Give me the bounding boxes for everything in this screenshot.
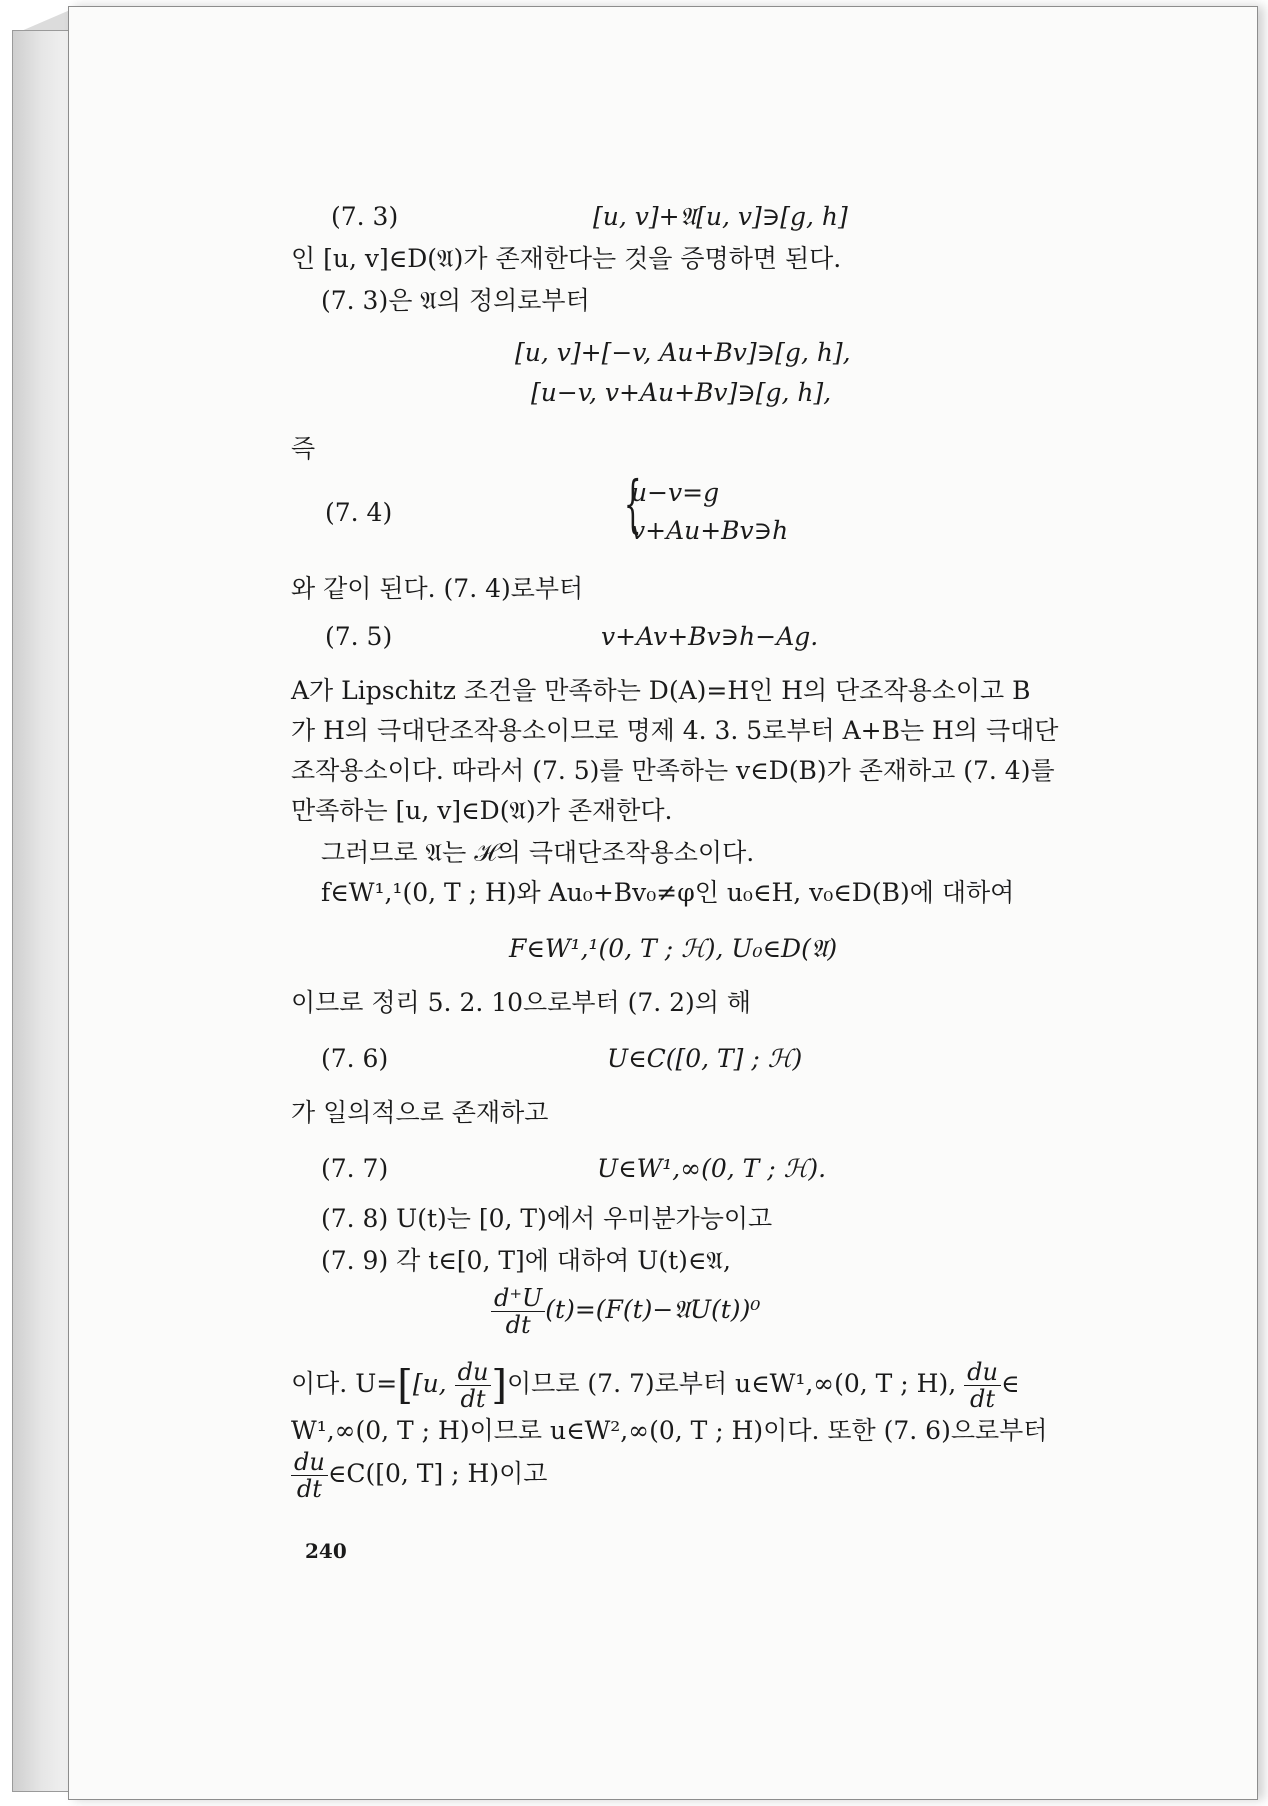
equation-number-7-3: (7. 3) <box>331 202 399 231</box>
display-equation: F∈W¹,¹(0, T ; ℋ), U₀∈D(𝔄) <box>509 934 838 963</box>
left-brace: { <box>623 467 642 540</box>
equation-number-7-4: (7. 4) <box>325 498 393 527</box>
text-line: (7. 8) U(t)는 [0, T)에서 우미분가능이고 <box>321 1204 773 1233</box>
fraction: $\frac{du}{dt}$ <box>291 1449 328 1502</box>
display-derivative-equation: $\frac{d^+U}{dt}$ (t)=(F(t)−𝔄U(t))⁰ <box>491 1285 760 1338</box>
equation-number-7-7: (7. 7) <box>321 1154 389 1183</box>
paragraph-line: 조작용소이다. 따라서 (7. 5)를 만족하는 v∈D(B)가 존재하고 (7. 4)를 <box>291 756 1055 785</box>
text-line: 이므로 정리 5. 2. 10으로부터 (7. 2)의 해 <box>291 988 752 1017</box>
equation-number-7-5: (7. 5) <box>325 622 393 651</box>
book-page <box>68 6 1258 1800</box>
paragraph-line: $\frac{du}{dt}$ ∈C([0, T] ; H)이고 <box>291 1449 547 1502</box>
equation-7-6: U∈C([0, T] ; ℋ) <box>607 1044 803 1073</box>
text-line: 인 [u, v]∈D(𝔄)가 존재한다는 것을 증명하면 된다. <box>291 244 842 273</box>
paragraph-line: 가 H의 극대단조작용소이므로 명제 4. 3. 5로부터 A+B는 H의 극대단 <box>291 716 1059 745</box>
equation-7-7: U∈W¹,∞(0, T ; ℋ). <box>597 1154 827 1183</box>
case-row: u−v=g <box>631 478 720 507</box>
paragraph-line: W¹,∞(0, T ; H)이므로 u∈W²,∞(0, T ; H)이다. 또한 (7. 6)으로부터 <box>291 1416 1048 1445</box>
text-line: f∈W¹,¹(0, T ; H)와 Au₀+Bv₀≠φ인 u₀∈H, v₀∈D(B)에 대하여 <box>321 878 1015 907</box>
display-equation-row: [u−v, v+Au+Bv]∋[g, h], <box>531 378 832 407</box>
paragraph-line: 이다. U=[[u, $\frac{du}{dt}$ ]이므로 (7. 7)로부터 u∈W¹,∞(0, T ; H), $\frac{du}{dt}$ ∈ <box>291 1358 1020 1413</box>
case-row: v+Au+Bv∋h <box>631 516 789 545</box>
display-equation-row: [u, v]+[−v, Au+Bv]∋[g, h], <box>515 338 851 367</box>
text-line: (7. 9) 각 t∈[0, T]에 대하여 U(t)∈𝔄, <box>321 1246 731 1275</box>
equation-number-7-6: (7. 6) <box>321 1044 389 1073</box>
page-number: 240 <box>305 1539 347 1563</box>
text-line: 그러므로 𝔄는 ℋ의 극대단조작용소이다. <box>321 838 755 867</box>
equation-7-3: [u, v]+𝔄[u, v]∋[g, h] <box>593 202 848 231</box>
fraction: $\frac{du}{dt}$ <box>455 1359 492 1412</box>
paragraph-line: A가 Lipschitz 조건을 만족하는 D(A)=H인 H의 단조작용소이고 B <box>291 676 1031 705</box>
text-line: (7. 3)은 𝔄의 정의로부터 <box>321 286 590 315</box>
fraction: $\frac{du}{dt}$ <box>964 1359 1001 1412</box>
paragraph-line: 만족하는 [u, v]∈D(𝔄)가 존재한다. <box>291 796 673 825</box>
text-line: 와 같이 된다. (7. 4)로부터 <box>291 574 584 603</box>
text-line: 가 일의적으로 존재하고 <box>291 1098 549 1127</box>
fraction: $\frac{d^+U}{dt}$ <box>491 1285 545 1338</box>
text-line: 즉 <box>291 434 316 463</box>
book-spine <box>12 30 72 1792</box>
equation-7-5: v+Av+Bv∋h−Ag. <box>601 622 819 651</box>
